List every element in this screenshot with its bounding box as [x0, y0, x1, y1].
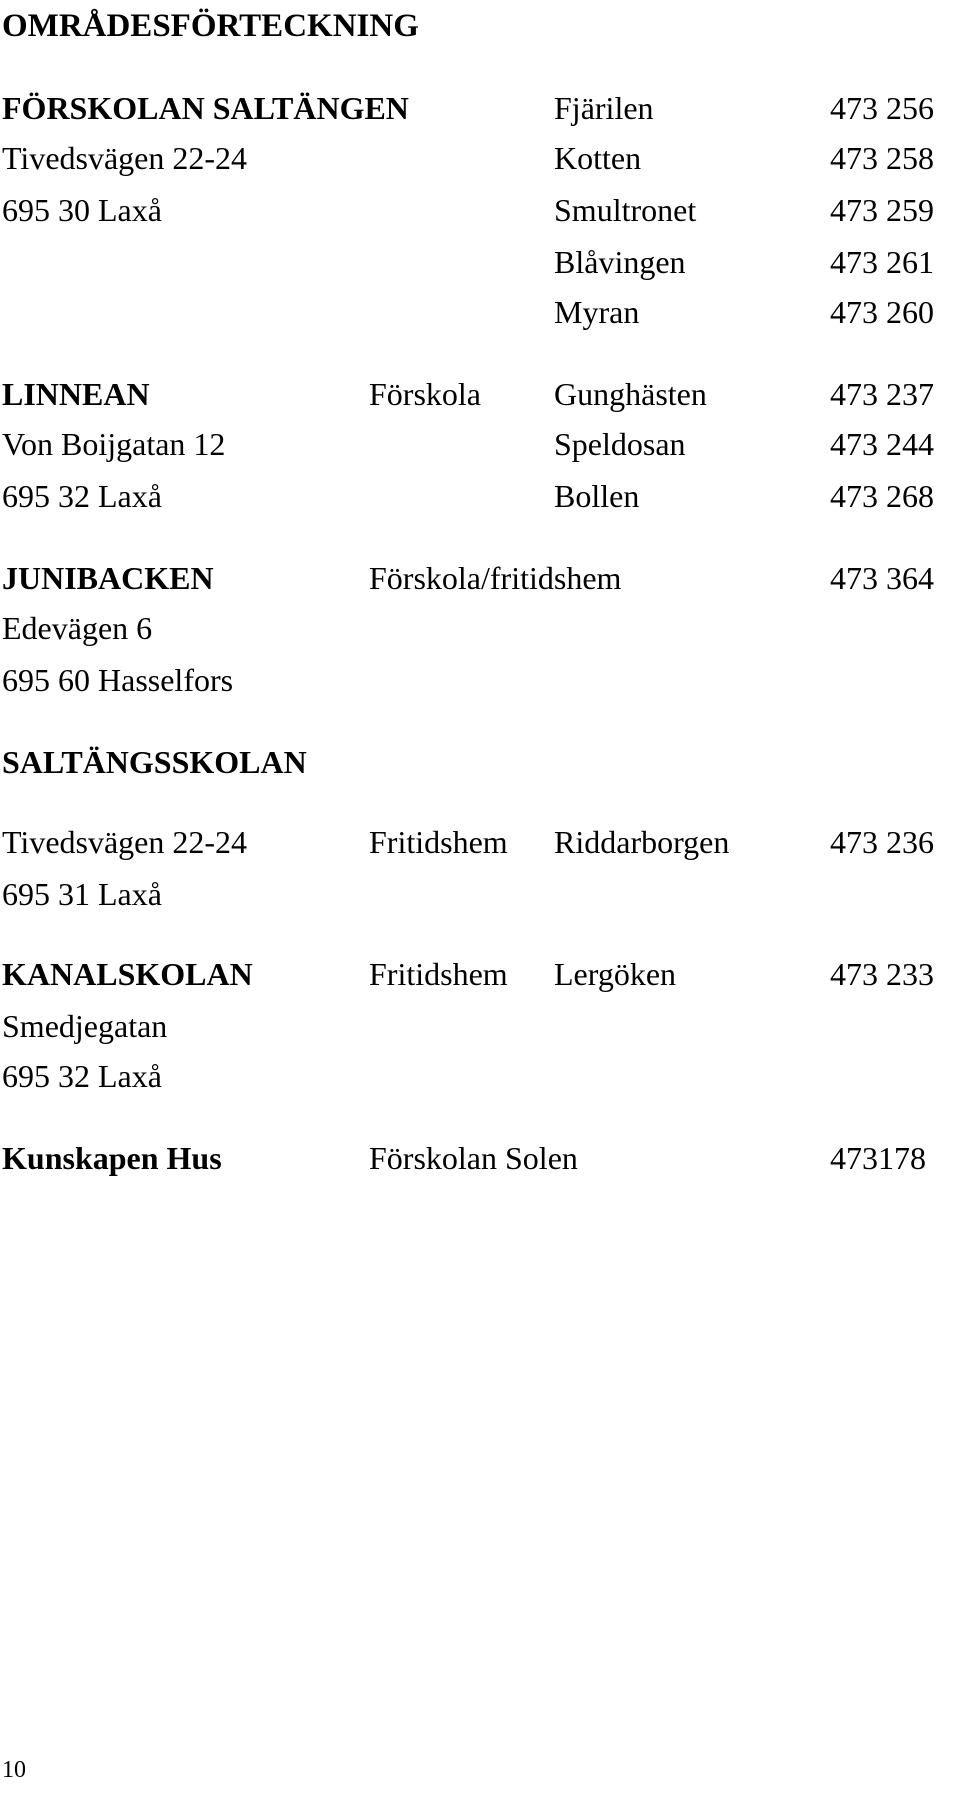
directory-row	[2, 368, 960, 420]
phone-number: 473 268	[830, 478, 934, 514]
unit-type: Fritidshem	[369, 824, 508, 860]
phone-number: 473 236	[830, 824, 934, 860]
street-address: Tivedsvägen 22-24	[2, 140, 248, 176]
document-title: OMRÅDESFÖRTECKNING	[2, 8, 419, 44]
phone-number: 473 364	[830, 560, 934, 596]
street-address: Edevägen 6	[2, 610, 153, 646]
unit-name: SALTÄNGSSKOLAN	[2, 744, 307, 780]
department-name: Riddarborgen	[554, 824, 730, 860]
unit-type: Förskolan Solen	[369, 1140, 578, 1176]
directory-row	[2, 470, 960, 522]
unit-name: LINNEAN	[2, 376, 150, 412]
directory-row	[2, 184, 960, 236]
street-address: Von Boijgatan 12	[2, 426, 226, 462]
postal-address: 695 32 Laxå	[2, 478, 162, 514]
directory-row	[2, 736, 960, 788]
unit-name: FÖRSKOLAN SALTÄNGEN	[2, 90, 409, 126]
phone-number: 473 244	[830, 426, 934, 462]
unit-name: KANALSKOLAN	[2, 956, 253, 992]
phone-number: 473 260	[830, 294, 934, 330]
directory-row	[2, 286, 960, 338]
directory-row	[2, 236, 960, 288]
page-number: 10	[2, 1757, 26, 1783]
directory-row	[2, 602, 960, 654]
phone-number: 473 261	[830, 244, 934, 280]
unit-name: JUNIBACKEN	[2, 560, 214, 596]
directory-row	[2, 654, 960, 706]
phone-number: 473178	[830, 1140, 926, 1176]
department-name: Speldosan	[554, 426, 686, 462]
phone-number: 473 256	[830, 90, 934, 126]
directory-row	[2, 418, 960, 470]
postal-address: 695 31 Laxå	[2, 876, 162, 912]
postal-address: 695 32 Laxå	[2, 1058, 162, 1094]
phone-number: 473 259	[830, 192, 934, 228]
department-name: Kotten	[554, 140, 642, 176]
directory-row	[2, 82, 960, 134]
unit-type: Förskola/fritidshem	[369, 560, 622, 596]
phone-number: 473 258	[830, 140, 934, 176]
directory-row	[2, 816, 960, 868]
directory-row	[2, 1132, 960, 1184]
department-name: Bollen	[554, 478, 640, 514]
department-name: Gunghästen	[554, 376, 707, 412]
directory-row	[2, 132, 960, 184]
department-name: Fjärilen	[554, 90, 654, 126]
phone-number: 473 233	[830, 956, 934, 992]
unit-type: Förskola	[369, 376, 481, 412]
directory-row	[2, 868, 960, 920]
directory-row	[2, 948, 960, 1000]
directory-row	[2, 1000, 960, 1052]
unit-type: Fritidshem	[369, 956, 508, 992]
department-name: Myran	[554, 294, 640, 330]
street-address: Smedjegatan	[2, 1008, 168, 1044]
department-name: Lergöken	[554, 956, 677, 992]
directory-row	[2, 1050, 960, 1102]
department-name: Blåvingen	[554, 244, 686, 280]
postal-address: 695 60 Hasselfors	[2, 662, 234, 698]
phone-number: 473 237	[830, 376, 934, 412]
unit-name: Kunskapen Hus	[2, 1140, 222, 1176]
department-name: Smultronet	[554, 192, 697, 228]
street-address: Tivedsvägen 22-24	[2, 824, 248, 860]
directory-row	[2, 552, 960, 604]
postal-address: 695 30 Laxå	[2, 192, 162, 228]
